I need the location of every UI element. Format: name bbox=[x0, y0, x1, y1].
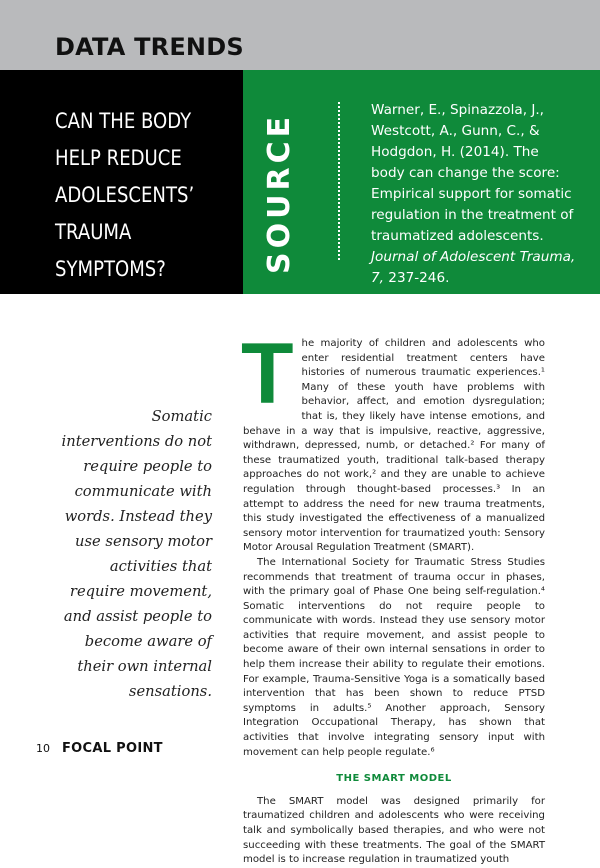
paragraph-1-text: he majority of children and adolescents who enter residential treatment centers have histories of numerous traumatic experiences.¹ Many of these youth have problems with behavior, affect, and emotion dysregulation; that is, they likely have intense emotions, and behave in a way that is impulsive, reactive, aggressive, withdrawn, depressed, numb, or detached.² For many of these traumatized youth, traditional talk-based therapy approaches do not work,² and they are unable to achieve regulation through thought-based processes.³ In an attempt to address the need for new trauma treatments, this study investigated the effectiveness of a manualized sensory motor intervention for traumatized youth: Sensory Motor Arousal Regulation Treatment (SMART). bbox=[243, 338, 545, 554]
header-bar bbox=[0, 0, 600, 70]
source-citation bbox=[371, 100, 576, 289]
citation-journal: Journal of Adolescent Trauma, 7, bbox=[371, 249, 576, 286]
article-body bbox=[241, 326, 545, 868]
section-label: DATA TRENDS bbox=[55, 33, 244, 61]
pull-quote: Somatic interventions do not require people to communicate with words. Instead they use sensory motor activities that require movement, and assist people to become aware of their own internal sensations. bbox=[61, 408, 212, 700]
article-subhead: THE SMART MODEL bbox=[336, 773, 452, 785]
source-label: SOURCE bbox=[262, 112, 297, 274]
hero-question-panel bbox=[0, 70, 243, 294]
publication-name: FOCAL POINT bbox=[62, 741, 163, 756]
article-paragraph-3: The SMART model was designed primarily for traumatized children and adolescents who were receiving talk and symbolically based therapies, and who were not succeeding with these treatments. The goal of the SMART model is to increase regulation in traumatized youth bbox=[243, 795, 545, 866]
hero-question: CAN THE BODY HELP REDUCE ADOLESCENTS’ TRAUMA SYMPTOMS? bbox=[55, 109, 195, 281]
citation-authors-title: Warner, E., Spinazzola, J., Westcott, A., Gunn, C., & Hodgdon, H. (2014). The body can change the score: Empirical support for somatic regulation in the treatment of traumatized adolescents. bbox=[371, 102, 574, 244]
drop-cap: T bbox=[241, 326, 294, 422]
article-paragraph-2: The International Society for Traumatic Stress Studies recommends that treatment of trauma occur in phases, with the primary goal of Phase One being self-regulation.⁴ Somatic interventions do not require people to communicate with words. Instead they use sensory motor activities that require movement, and assist people to become aware of their own internal sensations in order to help them increase their ability to regulate their emotions. For example, Trauma-Sensitive Yoga is a somatically based intervention that has been shown to reduce PTSD symptoms in adults.⁵ Another approach, Sensory Integration Occupational Therapy, has shown that activities that involve integrating sensory input with movement can help people regulate.⁶ bbox=[243, 556, 545, 758]
citation-pages: 237-246. bbox=[383, 270, 450, 286]
page-number: 10 bbox=[36, 742, 50, 755]
article-paragraph-1 bbox=[241, 326, 545, 556]
dotted-divider bbox=[338, 102, 340, 260]
page-footer bbox=[36, 741, 163, 756]
